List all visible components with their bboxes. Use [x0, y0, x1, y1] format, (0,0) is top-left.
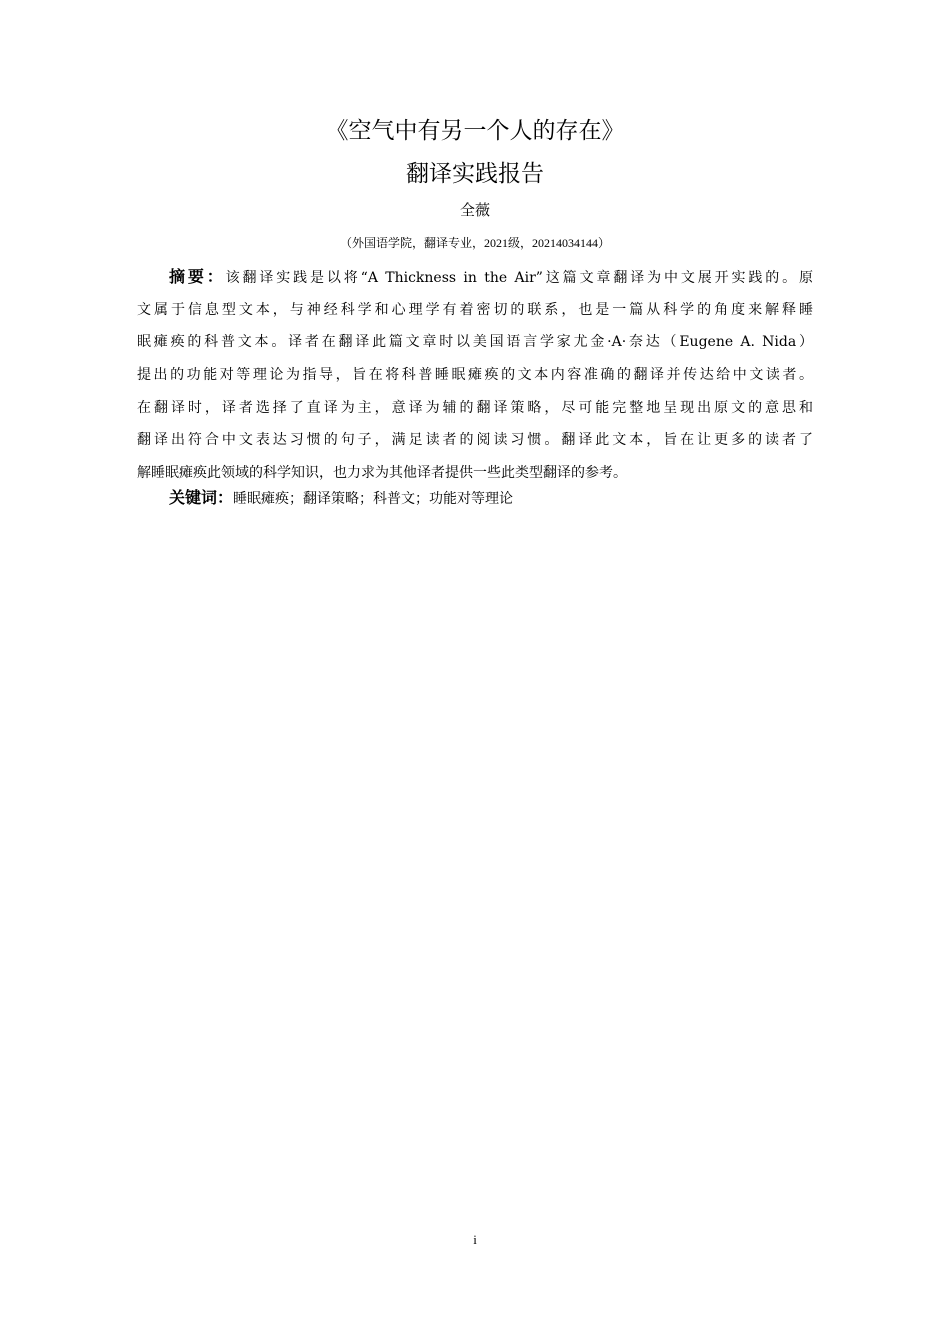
abstract-line-6: 翻译出符合中文表达习惯的句子，满足读者的阅读习惯。翻译此文本，旨在让更多的读者了 [137, 432, 813, 449]
document-title-line-1: 《空气中有另一个人的存在》 [325, 118, 625, 144]
abstract-section [137, 261, 813, 490]
abstract-label: 摘要： [169, 267, 226, 286]
abstract-line-2: 文属于信息型文本，与神经科学和心理学有着密切的联系，也是一篇从科学的角度来解释睡 [137, 301, 813, 318]
abstract-line-7: 解睡眠瘫痪此领域的科学知识，也力求为其他译者提供一些此类型翻译的参考。 [137, 465, 627, 482]
keywords-label: 关键词： [169, 488, 234, 507]
page-number: i [473, 1232, 477, 1247]
keywords-text: 睡眠瘫痪；翻译策略；科普文；功能对等理论 [233, 491, 514, 507]
keywords-section [137, 482, 813, 515]
abstract-line-4: 提出的功能对等理论为指导，旨在将科普睡眠瘫痪的文本内容准确的翻译并传达给中文读者。 [137, 367, 813, 384]
abstract-line-1 [137, 261, 813, 294]
document-title-line-2: 翻译实践报告 [406, 161, 544, 187]
abstract-text-line-1: 该翻译实践是以将“A Thickness in the Air”这篇文章翻译为中文展开实践的。原 [225, 270, 813, 286]
abstract-line-3: 眠瘫痪的科普文本。译者在翻译此篇文章时以美国语言学家尤金·A·奈达（Eugene A. Nida） [137, 334, 813, 351]
author-name: 全薇 [459, 201, 490, 219]
author-affiliation: （外国语学院，翻译专业，2021级，20214034144） [339, 236, 610, 250]
abstract-line-5: 在翻译时，译者选择了直译为主，意译为辅的翻译策略，尽可能完整地呈现出原文的意思和 [137, 399, 813, 416]
